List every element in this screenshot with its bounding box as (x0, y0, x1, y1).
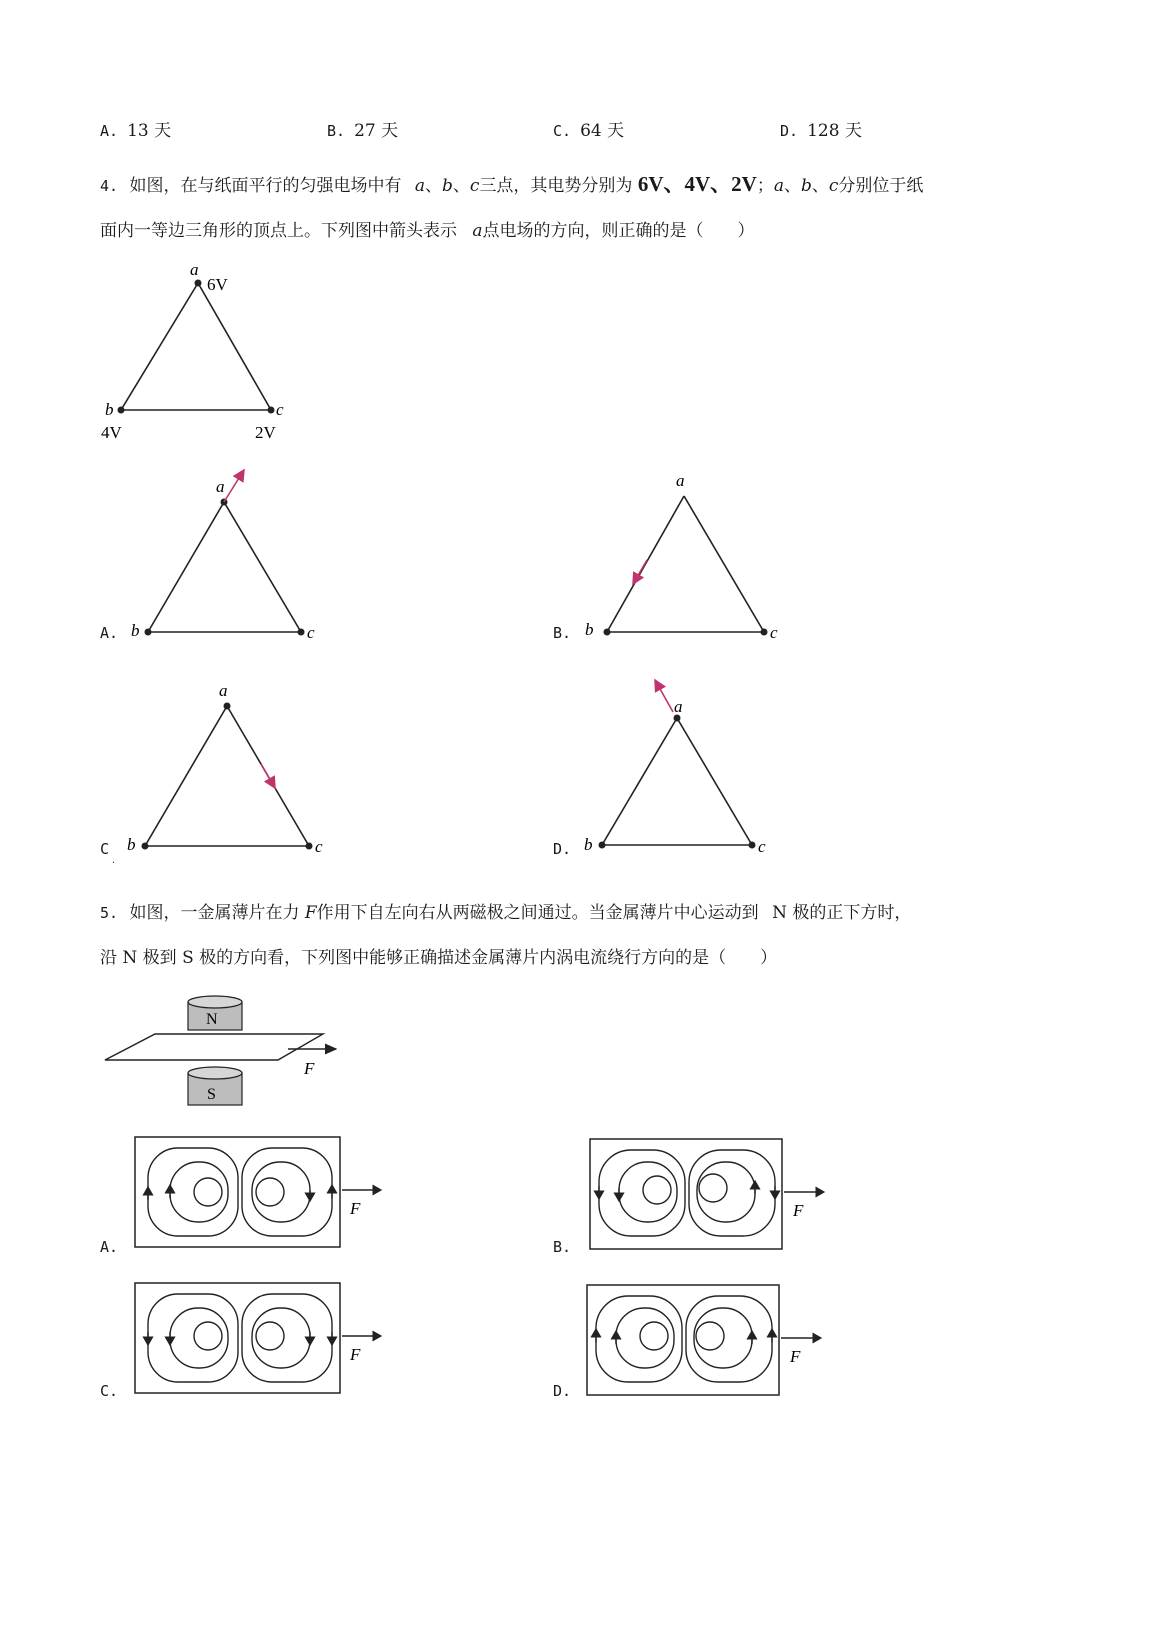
q4-option-a-label: A. (100, 624, 119, 642)
vertex-c-label: c (276, 400, 284, 419)
force-label: F (304, 1059, 315, 1078)
q4-option-b-label: B. (553, 624, 572, 642)
q5-option-d-label: D. (553, 1382, 572, 1400)
q4-stem-line1 (100, 168, 923, 198)
point-a: a (472, 221, 483, 241)
option-value: 64 天 (580, 121, 625, 141)
point-c: c (469, 176, 480, 196)
force-label: F (350, 1199, 361, 1218)
q3-option-a[interactable] (100, 116, 171, 141)
vertex-a-label: a (190, 260, 199, 279)
vertex-b-label: b (105, 400, 114, 419)
option-value: 128 天 (807, 121, 862, 141)
field-arrow (224, 470, 244, 502)
force-label: F (793, 1201, 804, 1220)
option-label: D. (780, 122, 799, 140)
point-c: c (828, 176, 839, 196)
potential-c-label: 2V (255, 423, 276, 442)
vertex-c-label: c (758, 837, 766, 856)
vertex-b-label: b (131, 621, 140, 640)
q5-option-c-figure[interactable] (130, 1278, 390, 1403)
q4-option-c-figure[interactable] (125, 678, 335, 868)
q4-text: 点电场的方向，则正确的是（ ） (482, 221, 755, 241)
option-value: 27 天 (354, 121, 399, 141)
separator: 、 (452, 176, 470, 196)
point-a: a (414, 176, 426, 196)
q5-stem-line1 (100, 898, 911, 923)
force-label: F (790, 1347, 801, 1366)
point-b: b (442, 176, 453, 196)
option-label: C. (553, 122, 572, 140)
option-value: 13 天 (127, 121, 172, 141)
q5-text: 作用下自左向右从两磁极之间通过。当金属薄片中心运动到 (316, 903, 759, 923)
force-label: F (350, 1345, 361, 1364)
field-arrow (655, 680, 673, 712)
q5-text: 沿 N 极到 S 极的方向看，下列图中能够正确描述金属薄片内涡电流绕行方向的是（ ） (100, 948, 778, 968)
q4-figure (95, 255, 315, 455)
q4-stem-line2 (100, 216, 755, 241)
q3-option-b[interactable] (327, 116, 398, 141)
vertex-c-label: c (307, 623, 315, 642)
north-label: N (206, 1011, 218, 1028)
separator: 、 (783, 176, 801, 196)
potential-values: 6V、4V、2V (637, 172, 757, 196)
question-number: 5. (100, 904, 119, 922)
q5-stem-line2 (100, 943, 777, 968)
south-label: S (207, 1086, 216, 1103)
potential-a-label: 6V (207, 275, 228, 294)
vertex-a-label: a (216, 477, 225, 496)
field-arrow (633, 560, 647, 584)
option-label: A. (100, 122, 119, 140)
q3-option-c[interactable] (553, 116, 624, 141)
q4-text: 如图，在与纸面平行的匀强电场中有 (129, 176, 402, 196)
q5-option-a-figure[interactable] (130, 1132, 390, 1257)
point-a: a (773, 176, 784, 196)
q4-option-d-label: D. (553, 840, 572, 858)
separator: 、 (811, 176, 829, 196)
metal-sheet (105, 1034, 323, 1060)
vertex-a-label: a (674, 697, 683, 716)
potential-b-label: 4V (101, 423, 122, 442)
q5-text: N 极的正下方时， (772, 903, 912, 923)
vertex-c-label: c (315, 837, 323, 856)
q5-figure (100, 988, 350, 1113)
vertex-a-label: a (676, 471, 685, 490)
option-label: B. (327, 122, 346, 140)
q5-text: 如图，一金属薄片在力 (129, 903, 300, 923)
q5-option-c-label: C. (100, 1382, 119, 1400)
vertex-a-label: a (219, 681, 228, 700)
decorative-dot: · (112, 858, 116, 869)
q5-option-d-figure[interactable] (582, 1280, 842, 1405)
q5-option-a-label: A. (100, 1238, 119, 1256)
q4-option-b-figure[interactable] (580, 462, 795, 652)
q4-option-c-label: C (100, 840, 110, 858)
separator: ； (756, 176, 774, 196)
q4-text: 分别位于纸 (838, 176, 924, 196)
q4-text: 面内一等边三角形的顶点上。下列图中箭头表示 (100, 221, 457, 241)
q4-text: 三点，其电势分别为 (479, 176, 633, 196)
vertex-c-label: c (770, 623, 778, 642)
vertex-b-label: b (127, 835, 136, 854)
separator: 、 (425, 176, 443, 196)
q5-option-b-label: B. (553, 1238, 572, 1256)
question-number: 4. (100, 177, 119, 195)
q4-option-d-figure[interactable] (580, 668, 795, 858)
field-arrow (261, 764, 275, 788)
point-b: b (800, 176, 812, 196)
q4-option-a-figure[interactable] (125, 460, 335, 650)
force-symbol: F (304, 903, 317, 923)
vertex-b-label: b (585, 620, 594, 639)
q3-option-d[interactable] (780, 116, 862, 141)
q5-option-b-figure[interactable] (585, 1134, 845, 1259)
vertex-b-label: b (584, 835, 593, 854)
